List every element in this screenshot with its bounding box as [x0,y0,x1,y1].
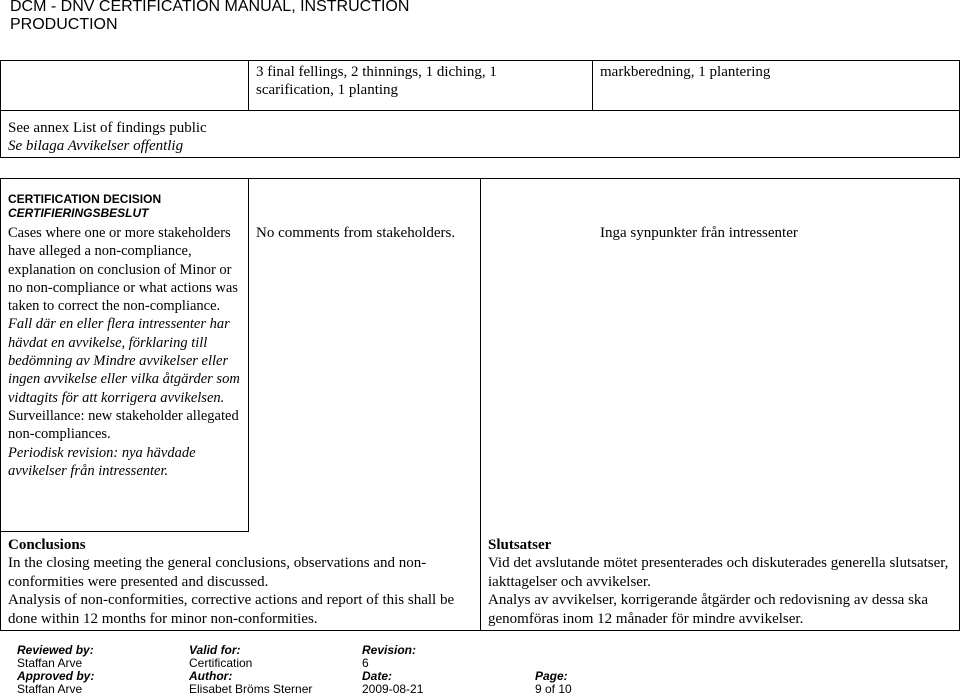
cases-english: Cases where one or more stakeholders have alleged a non-compliance, explanation on conclusion of Minor or no non-compliance or what actions was taken to correct the non-compliance. [8,225,238,315]
reviewed-by-value: Staffan Arve [17,656,83,670]
revision-label: Revision: [362,643,417,657]
decision-table-divider [248,178,249,531]
decision-table-row-line [0,531,249,532]
document-footer [0,641,960,695]
page-number: 9 of 10 [535,682,572,696]
valid-for-label: Valid for: [189,643,241,657]
conclusions-para2-english: Analysis of non-conformities, corrective actions and report of this shall be done within 12 months for minor non-conformities. [8,592,455,627]
approved-by-label: Approved by: [17,669,95,683]
fellings-cell-swedish: markberedning, 1 plantering [600,64,771,80]
annex-cell [8,119,408,156]
surveillance-swedish: Periodisk revision: nya hävdade avvikelser från intressenter. [8,444,196,479]
conclusions-heading-swedish: Slutsatser [488,537,552,553]
table-border-top [0,60,960,61]
stakeholder-comment-swedish: Inga synpunkter från intressenter [600,225,798,241]
header-title-line1: DCM - DNV CERTIFICATION MANUAL, INSTRUCTION [10,0,410,15]
date-value: 2009-08-21 [362,682,424,696]
author-value: Elisabet Bröms Sterner [189,682,313,696]
reviewed-by-label: Reviewed by: [17,643,94,657]
page-label: Page: [535,669,568,683]
decision-criteria-cell [8,192,244,480]
table-border-bottom [0,157,960,158]
table-border-row [0,110,960,111]
decision-title-english: CERTIFICATION DECISION [8,192,162,206]
conclusions-swedish [488,536,953,628]
document-header [10,0,409,34]
table-border-left [0,60,1,158]
decision-table-divider [480,178,481,631]
approved-by-value: Staffan Arve [17,682,83,696]
conclusions-heading-english: Conclusions [8,537,86,553]
fellings-cell-english: 3 final fellings, 2 thinnings, 1 diching, 1 scarification, 1 planting [256,64,497,99]
annex-swedish: Se bilaga Avvikelser offentlig [8,138,184,155]
conclusions-english [8,536,474,628]
table-divider [248,60,249,111]
surveillance-english: Surveillance: new stakeholder allegated non-compliances. [8,407,239,443]
conclusions-para2-swedish: Analys av avvikelser, korrigerande åtgärder och redovisning av dessa ska genomföras inom 12 månader för mindre avvikelser. [488,592,929,627]
decision-table-left [0,178,1,631]
date-label: Date: [362,669,393,683]
cases-swedish: Fall där en eller flera intressenter har hävdat en avvikelse, förklaring till bedömning av Mindre avvikelser eller ingen avvikelse eller vilka åtgärder som vidtagits för att korrigera avvikelsen. [8,316,240,406]
stakeholder-comment-english: No comments from stakeholders. [256,225,456,241]
conclusions-para1-swedish: Vid det avslutande mötet presenterades och diskuterades generella slutsatser, iakttagelser och avvikelser. [488,555,949,590]
revision-value: 6 [362,656,369,670]
conclusions-para1-english: In the closing meeting the general conclusions, observations and non-conformities were presented and discussed. [8,555,427,590]
author-label: Author: [189,669,233,683]
table-divider [592,60,593,111]
valid-for-value: Certification [189,656,253,670]
decision-title-swedish: CERTIFIERINGSBESLUT [8,206,149,220]
header-title-line2: PRODUCTION [10,16,118,33]
annex-english: See annex List of findings public [8,120,207,136]
